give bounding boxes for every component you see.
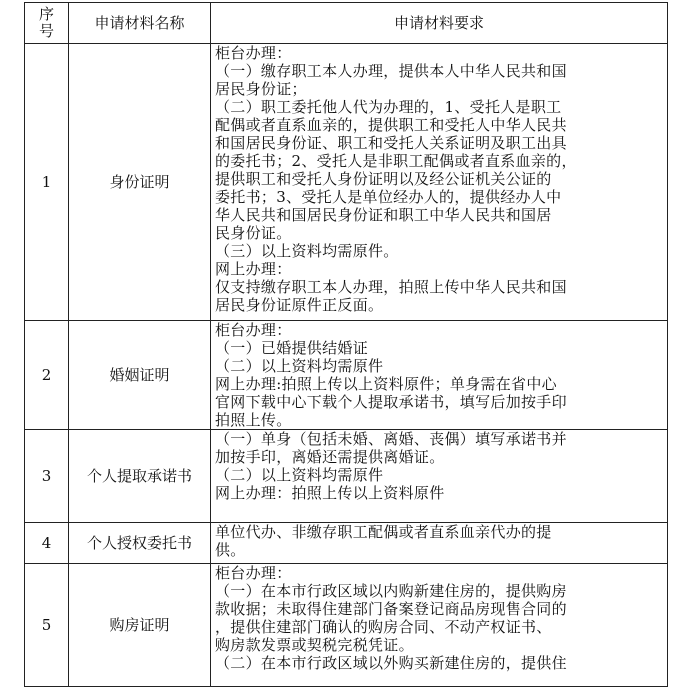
material-requirement (211, 321, 668, 430)
row-number: 5 (25, 564, 69, 687)
table-row (25, 430, 668, 523)
requirement-line: （一）在本市行政区域以内购新建住房的，提供购房 (215, 582, 567, 600)
requirement-line: 的委托书；2、受托人是非职工配偶或者直系血亲的， (215, 152, 577, 170)
requirement-line: （二）在本市行政区域以外购买新建住房的，提供住 (215, 654, 567, 672)
requirement-line: 柜台办理： (215, 44, 292, 62)
row-number: 4 (25, 523, 69, 564)
material-requirement (211, 523, 668, 564)
requirement-line: 拍照上传。 (215, 411, 292, 429)
requirement-line: 委托书；3、受托人是单位经办人的，提供经办人中 (215, 188, 562, 206)
requirement-line: 网上办理:拍照上传以上资料原件；单身需在省中心 (215, 375, 557, 393)
table-header-row (25, 3, 668, 44)
requirement-line: 网上办理：拍照上传以上资料原件 (215, 484, 445, 502)
requirement-line: （二）以上资料均需原件 (215, 466, 384, 484)
requirement-line: 官网下载中心下载个人提取承诺书，填写后加按手印 (215, 393, 567, 411)
requirement-line: （三）以上资料均需原件。 (215, 242, 399, 260)
requirement-line: （二）以上资料均需原件 (215, 357, 384, 375)
requirement-line: 供。 (215, 541, 246, 559)
requirement-line: 加按手印，离婚还需提供离婚证。 (215, 448, 445, 466)
table-row (25, 44, 668, 321)
requirement-line: 和国居民身份证、职工和受托人关系证明及职工出具 (215, 134, 567, 152)
table-row (25, 564, 668, 687)
material-requirement (211, 44, 668, 321)
table-row (25, 523, 668, 564)
row-number: 1 (25, 44, 69, 321)
requirement-line: 居民身份证原件正反面。 (215, 296, 384, 314)
requirement-line: 款收据；未取得住建部门备案登记商品房现售合同的 (215, 600, 567, 618)
requirement-line: 居民身份证； (215, 80, 307, 98)
header-seq: 序号 (25, 3, 69, 44)
material-requirement (211, 430, 668, 523)
material-name: 购房证明 (69, 564, 211, 687)
row-number: 3 (25, 430, 69, 523)
requirement-line: （二）职工委托他人代为办理的，1、受托人是职工 (215, 98, 562, 116)
requirement-line: （一）已婚提供结婚证 (215, 339, 369, 357)
material-name: 个人授权委托书 (69, 523, 211, 564)
material-name: 个人提取承诺书 (69, 430, 211, 523)
requirement-line: 单位代办、非缴存职工配偶或者直系血亲代办的提 (215, 523, 552, 541)
material-requirement (211, 564, 668, 687)
requirement-line: 购房款发票或契税完税凭证。 (215, 636, 414, 654)
requirement-line: 柜台办理： (215, 564, 292, 582)
requirement-line: 仅支持缴存职工本人办理，拍照上传中华人民共和国 (215, 278, 567, 296)
table-row (25, 321, 668, 430)
material-name: 婚姻证明 (69, 321, 211, 430)
materials-table (24, 2, 668, 687)
requirement-line: 配偶或者直系血亲的，提供职工和受托人中华人民共 (215, 116, 567, 134)
requirement-line: 民身份证。 (215, 224, 292, 242)
requirement-line: 华人民共和国居民身份证和职工中华人民共和国居 (215, 206, 552, 224)
requirement-line: ，提供住建部门确认的购房合同、不动产权证书、 (215, 618, 552, 636)
requirement-line: 提供职工和受托人身份证明以及经公证机关公证的 (215, 170, 552, 188)
requirement-line: （一）单身（包括未婚、离婚、丧偶）填写承诺书并 (215, 430, 567, 448)
header-material-name: 申请材料名称 (69, 3, 211, 44)
material-name: 身份证明 (69, 44, 211, 321)
requirement-line: 柜台办理： (215, 321, 292, 339)
requirement-line: 网上办理： (215, 260, 292, 278)
header-material-requirement: 申请材料要求 (211, 3, 668, 44)
row-number: 2 (25, 321, 69, 430)
requirement-line: （一）缴存职工本人办理，提供本人中华人民共和国 (215, 62, 567, 80)
